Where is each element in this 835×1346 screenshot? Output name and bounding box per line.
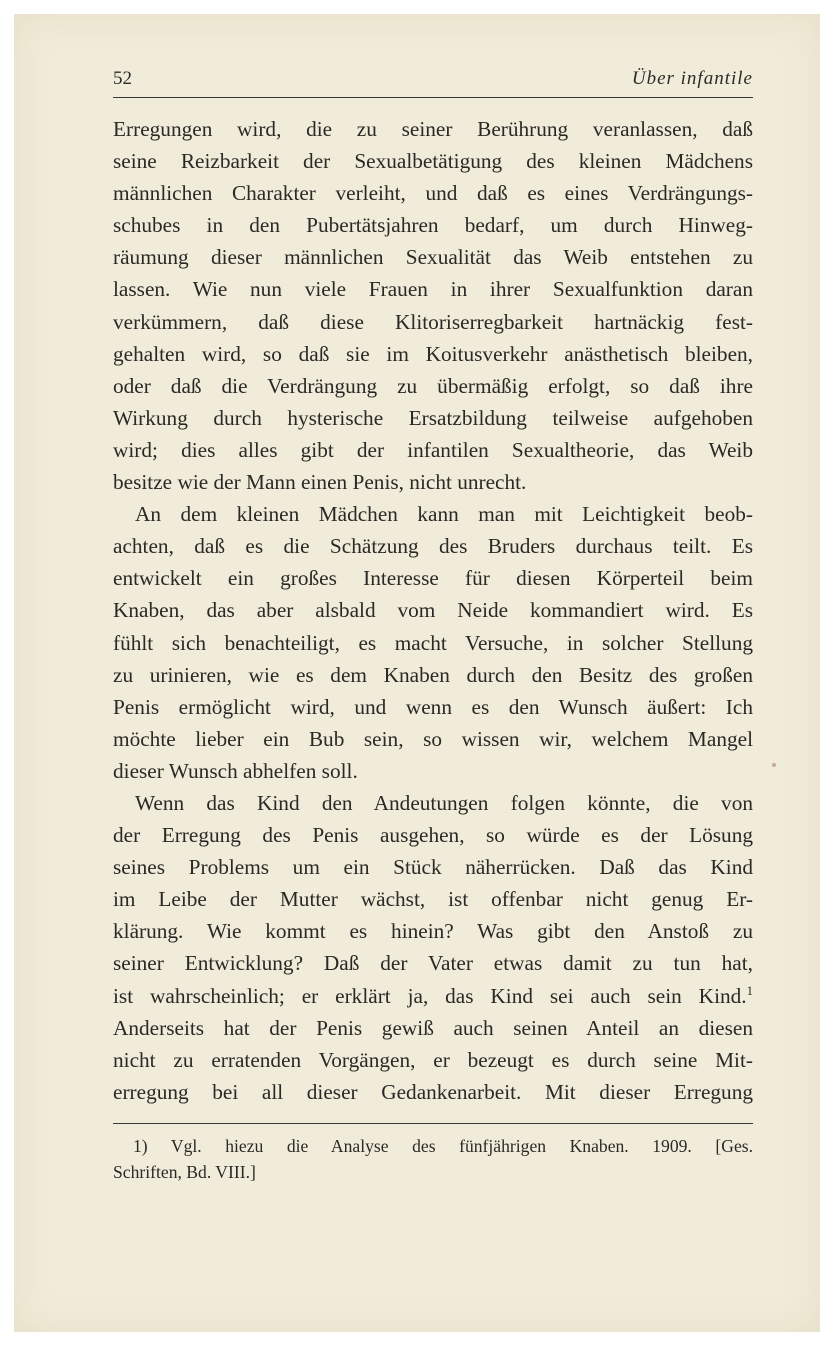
text-line: lassen. Wie nun viele Frauen in ihrer Sexualfunktion daran (113, 277, 753, 302)
footnote (113, 1133, 753, 1185)
footnote-line: Schriften, Bd. VIII.] (113, 1162, 256, 1182)
text-line: räumung dieser männlichen Sexualität das Weib entstehen zu (113, 245, 753, 270)
page-number: 52 (113, 68, 132, 89)
paper-speck (772, 763, 776, 767)
text-line: Anderseits hat der Penis gewiß auch seinen Anteil an diesen (113, 1015, 753, 1040)
text-line: An dem kleinen Mädchen kann man mit Leichtigkeit beob- (135, 502, 753, 527)
body-text (113, 113, 753, 1108)
line-text: ist wahrscheinlich; er erklärt ja, das Kind sei auch sein Kind. (113, 983, 747, 1008)
text-line: im Leibe der Mutter wächst, ist offenbar nicht genug Er- (113, 887, 753, 912)
text-line: klärung. Wie kommt es hinein? Was gibt den Anstoß zu (113, 919, 753, 944)
text-line: besitze wie der Mann einen Penis, nicht unrecht. (113, 470, 527, 495)
text-line: seiner Entwicklung? Daß der Vater etwas damit zu tun hat, (113, 951, 753, 976)
text-line: Wenn das Kind den Andeutungen folgen könnte, die von (135, 790, 753, 815)
text-line: wird; dies alles gibt der infantilen Sexualtheorie, das Weib (113, 437, 753, 462)
text-line: dieser Wunsch abhelfen soll. (113, 758, 358, 783)
text-line-with-footnote-ref (113, 980, 753, 1012)
footnote-line: 1) Vgl. hiezu die Analyse des fünfjährigen Knaben. 1909. [Ges. (133, 1136, 753, 1156)
running-title: Über infantile (631, 68, 753, 89)
text-line: verkümmern, daß diese Klitoriserregbarkeit hartnäckig fest- (113, 309, 753, 334)
text-line: Wirkung durch hysterische Ersatzbildung teilweise aufgehoben (113, 405, 753, 430)
footnote-reference: 1 (746, 983, 753, 998)
text-line: möchte lieber ein Bub sein, so wissen wir, welchem Mangel (113, 726, 753, 751)
text-line: seine Reizbarkeit der Sexualbetätigung des kleinen Mädchens (113, 149, 753, 174)
text-line: Penis ermöglicht wird, und wenn es den Wunsch äußert: Ich (113, 694, 753, 719)
running-header (113, 68, 753, 94)
text-line: schubes in den Pubertätsjahren bedarf, um durch Hinweg- (113, 213, 753, 238)
text-line: der Erregung des Penis ausgehen, so würde es der Lösung (113, 823, 753, 848)
text-line: entwickelt ein großes Interesse für diesen Körperteil beim (113, 566, 753, 591)
text-line: Erregungen wird, die zu seiner Berührung veranlassen, daß (113, 117, 753, 141)
footnote-rule (113, 1123, 753, 1124)
text-line: männlichen Charakter verleiht, und daß es eines Verdrängungs- (113, 181, 753, 206)
text-line: oder daß die Verdrängung zu übermäßig erfolgt, so daß ihre (113, 373, 753, 398)
text-line: achten, daß es die Schätzung des Bruders durchaus teilt. Es (113, 534, 753, 559)
text-line: erregung bei all dieser Gedankenarbeit. Mit dieser Erregung (113, 1079, 753, 1104)
text-line: fühlt sich benachteiligt, es macht Versuche, in solcher Stellung (113, 630, 753, 655)
text-line: zu urinieren, wie es dem Knaben durch den Besitz des großen (113, 662, 753, 687)
header-rule (113, 97, 753, 98)
text-line: Knaben, das aber alsbald vom Neide kommandiert wird. Es (113, 598, 753, 623)
text-line: nicht zu erratenden Vorgängen, er bezeugt es durch seine Mit- (113, 1047, 753, 1072)
text-line: seines Problems um ein Stück näherrücken. Daß das Kind (113, 855, 753, 880)
text-line: gehalten wird, so daß sie im Koitusverkehr anästhetisch bleiben, (113, 341, 753, 366)
